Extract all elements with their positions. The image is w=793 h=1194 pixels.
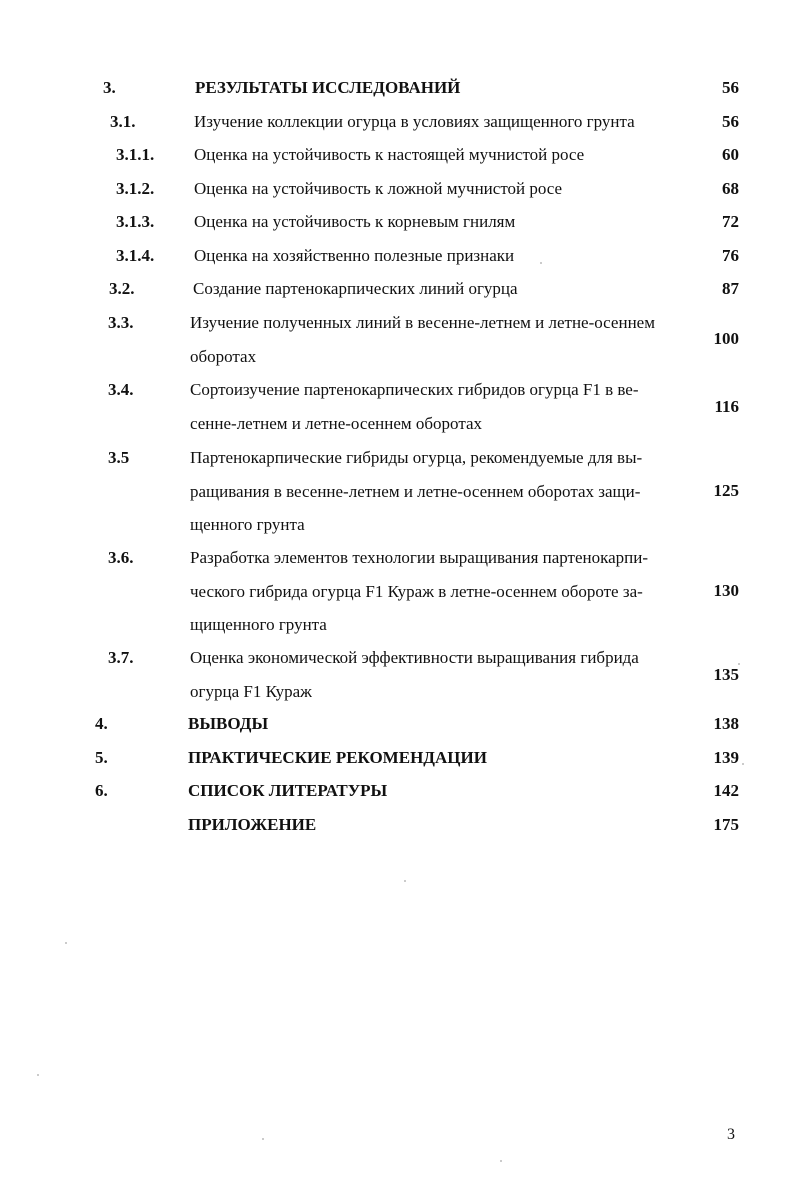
toc-entry-page: 125 bbox=[713, 481, 739, 500]
toc-entry-title-line: ращивания в весенне-летнем и летне-осеннем оборотах защи- bbox=[190, 482, 641, 501]
toc-entry bbox=[0, 172, 793, 206]
toc-entry-title: Оценка на устойчивость к настоящей мучнистой росе bbox=[194, 145, 585, 164]
toc-entry-title: Оценка на хозяйственно полезные признаки bbox=[194, 246, 515, 265]
scan-speck bbox=[65, 942, 67, 944]
toc-entry-number: 3.5 bbox=[108, 448, 130, 467]
toc-entry bbox=[0, 205, 793, 239]
toc-entry-title-line: сенне-летнем и летне-осеннем оборотах bbox=[190, 414, 482, 433]
scan-speck bbox=[404, 880, 406, 882]
toc-entry bbox=[0, 373, 793, 441]
toc-entry bbox=[0, 641, 793, 709]
toc-entry bbox=[0, 105, 793, 139]
toc-entry-page: 116 bbox=[714, 397, 739, 416]
toc-entry-title-line: Изучение полученных линий в весенне-летнем и летне-осеннем bbox=[190, 313, 655, 332]
scan-speck bbox=[500, 1160, 502, 1162]
toc-entry-number: 3.1. bbox=[110, 112, 136, 131]
toc-entry-page: 72 bbox=[722, 212, 739, 231]
toc-entry-title-line: Разработка элементов технологии выращивания партенокарпи- bbox=[190, 548, 649, 567]
toc-entry-number: 3.1.2. bbox=[116, 179, 155, 198]
toc-entry bbox=[0, 541, 793, 643]
toc-entry bbox=[0, 707, 793, 741]
toc-entry-title: Оценка на устойчивость к корневым гнилям bbox=[194, 212, 516, 231]
toc-entry-number: 3.3. bbox=[108, 313, 134, 332]
toc-entry-page: 138 bbox=[713, 714, 739, 733]
toc-entry-title: РЕЗУЛЬТАТЫ ИССЛЕДОВАНИЙ bbox=[195, 78, 461, 97]
toc-entry-title-line: Партенокарпические гибриды огурца, рекомендуемые для вы- bbox=[190, 448, 643, 467]
toc-entry-title-line: Сортоизучение партенокарпических гибридов огурца F1 в ве- bbox=[190, 380, 639, 399]
toc-entry-title-line: щенного грунта bbox=[190, 515, 305, 534]
toc-entry-page: 76 bbox=[722, 246, 739, 265]
toc-entry-title-line: оборотах bbox=[190, 347, 257, 366]
scan-speck bbox=[742, 763, 744, 765]
toc-entry bbox=[0, 774, 793, 808]
toc-entry-number: 4. bbox=[95, 714, 108, 733]
toc-entry-title: Создание партенокарпических линий огурца bbox=[193, 279, 518, 298]
toc-entry-title-line: щищенного грунта bbox=[190, 615, 327, 634]
toc-entry-number: 5. bbox=[95, 748, 108, 767]
toc-entry-number: 3.1.3. bbox=[116, 212, 155, 231]
toc-entry-page: 175 bbox=[713, 815, 739, 834]
toc-entry-page: 135 bbox=[713, 665, 739, 684]
toc-entry bbox=[0, 741, 793, 775]
toc-entry bbox=[0, 272, 793, 306]
toc-entry-page: 139 bbox=[713, 748, 739, 767]
toc-entry-number: 3.4. bbox=[108, 380, 134, 399]
toc-entry bbox=[0, 71, 793, 105]
toc-entry-page: 100 bbox=[713, 329, 739, 348]
toc-entry-title: Оценка на устойчивость к ложной мучнистой росе bbox=[194, 179, 563, 198]
toc-entry-title: СПИСОК ЛИТЕРАТУРЫ bbox=[188, 781, 388, 800]
toc-entry-title: ВЫВОДЫ bbox=[188, 714, 269, 733]
toc-entry-number: 3.2. bbox=[109, 279, 135, 298]
toc-entry-title: ПРАКТИЧЕСКИЕ РЕКОМЕНДАЦИИ bbox=[188, 748, 487, 767]
scan-speck bbox=[540, 262, 542, 264]
toc-entry-number: 3.7. bbox=[108, 648, 134, 667]
toc-entry-title-line: ческого гибрида огурца F1 Кураж в летне-осеннем обороте за- bbox=[190, 582, 643, 601]
toc-entry-page: 87 bbox=[722, 279, 739, 298]
scan-speck bbox=[37, 1074, 39, 1076]
toc-entry-number: 3. bbox=[103, 78, 116, 97]
toc-entry-page: 60 bbox=[722, 145, 739, 164]
toc-entry-page: 142 bbox=[713, 781, 739, 800]
toc-entry-page: 68 bbox=[722, 179, 739, 198]
toc-entry-number: 3.6. bbox=[108, 548, 134, 567]
toc-entry-number: 3.1.1. bbox=[116, 145, 155, 164]
toc-entry-title: Изучение коллекции огурца в условиях защищенного грунта bbox=[194, 112, 635, 131]
toc-entry bbox=[0, 138, 793, 172]
scan-speck bbox=[738, 663, 740, 665]
toc-entry bbox=[0, 441, 793, 543]
toc-entry-number: 3.1.4. bbox=[116, 246, 155, 265]
toc-entry-page: 56 bbox=[722, 78, 739, 97]
toc-entry-page: 56 bbox=[722, 112, 739, 131]
toc-entry bbox=[0, 306, 793, 374]
toc-entry bbox=[0, 808, 793, 842]
toc-entry-number: 6. bbox=[95, 781, 108, 800]
toc-entry-title: ПРИЛОЖЕНИЕ bbox=[188, 815, 317, 834]
toc-entry-page: 130 bbox=[713, 581, 739, 600]
page-number: 3 bbox=[727, 1126, 735, 1143]
toc-entry-title-line: огурца F1 Кураж bbox=[190, 682, 312, 701]
toc-entry-title-line: Оценка экономической эффективности выращивания гибрида bbox=[190, 648, 639, 667]
toc-entry bbox=[0, 239, 793, 273]
scan-speck bbox=[262, 1138, 264, 1140]
